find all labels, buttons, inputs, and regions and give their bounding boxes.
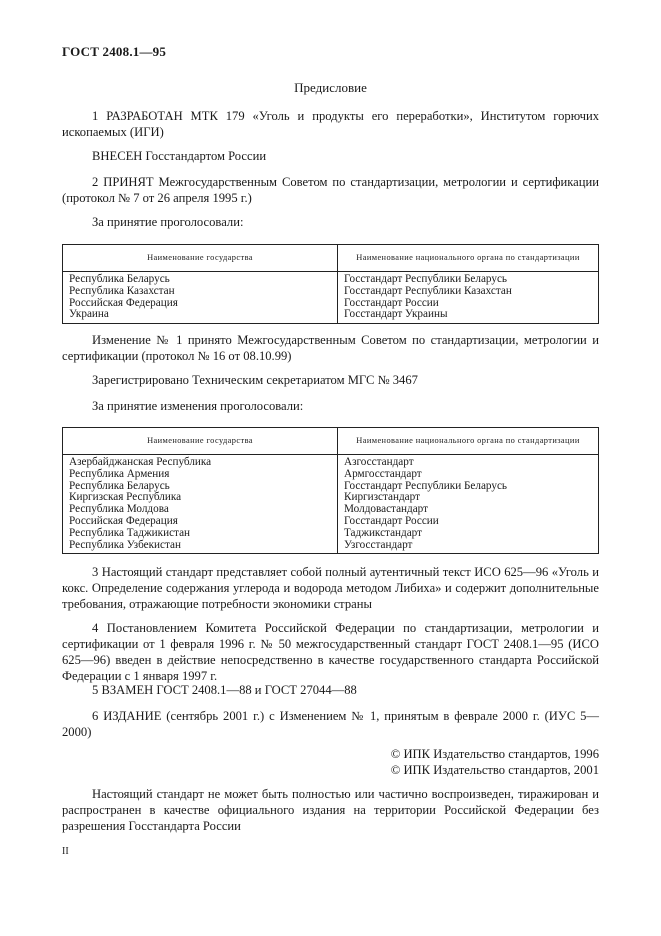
table2-states-cell bbox=[63, 455, 338, 554]
table-cell-body: Узгосстандарт bbox=[344, 538, 413, 551]
page-number: II bbox=[62, 846, 69, 857]
table-cell-body: Киргизстандарт bbox=[344, 491, 420, 504]
paragraph-voted: За принятие проголосовали: bbox=[92, 215, 244, 229]
table-cell-state: Украина bbox=[69, 308, 109, 321]
paragraph-replaces: 5 ВЗАМЕН ГОСТ 2408.1—88 и ГОСТ 27044—88 bbox=[92, 683, 357, 697]
document-header: ГОСТ 2408.1—95 bbox=[62, 44, 167, 59]
section-title: Предисловие bbox=[294, 80, 367, 95]
table1-header-body: Наименование национального органа по стандартизации bbox=[338, 245, 599, 272]
table-cell-state: Республика Казахстан bbox=[69, 284, 175, 297]
paragraph-introduced: ВНЕСЕН Госстандартом России bbox=[92, 149, 267, 163]
table-cell-body: Госстандарт России bbox=[344, 514, 439, 527]
table2-header-state: Наименование государства bbox=[63, 428, 338, 455]
table-cell-state: Республика Беларусь bbox=[69, 479, 170, 492]
table-row bbox=[63, 272, 599, 324]
table-cell-state: Республика Армения bbox=[69, 467, 170, 480]
paragraph-registered: Зарегистрировано Техническим секретариатом МГС № 3467 bbox=[92, 373, 418, 387]
table1-bodies-cell bbox=[338, 272, 599, 324]
paragraph-amendment: Изменение № 1 принято Межгосударственным Советом по стандартизации, метрологии и сертификации (протокол № 16 от 08.10.99) bbox=[62, 333, 599, 363]
table2-header-body: Наименование национального органа по стандартизации bbox=[338, 428, 599, 455]
table-cell-body: Армгосстандарт bbox=[344, 467, 422, 480]
paragraph-edition: 6 ИЗДАНИЕ (сентябрь 2001 г.) с Изменением № 1, принятым в феврале 2000 г. (ИУС 5—2000) bbox=[62, 709, 599, 739]
table-cell-state: Республика Таджикистан bbox=[69, 526, 191, 539]
paragraph-authentic-text: 3 Настоящий стандарт представляет собой полный аутентичный текст ИСО 625—96 «Уголь и кокс. Определение содержания углерода и водорода методом Либиха» и содержит дополнительные требования, отражающие потребности экономики страны bbox=[62, 565, 599, 611]
table-cell-state: Азербайджанская Республика bbox=[69, 456, 212, 468]
table2-bodies-cell bbox=[338, 455, 599, 554]
table1-states-cell bbox=[63, 272, 338, 324]
table-cell-body: Таджикстандарт bbox=[344, 526, 423, 539]
table-cell-state: Республика Молдова bbox=[69, 503, 169, 516]
paragraph-adopted: 2 ПРИНЯТ Межгосударственным Советом по стандартизации, метрологии и сертификации (протокол № 7 от 26 апреля 1995 г.) bbox=[62, 175, 599, 205]
table-row bbox=[63, 455, 599, 554]
paragraph-developed: 1 РАЗРАБОТАН МТК 179 «Уголь и продукты его переработки», Институтом горючих ископаемых (ИГИ) bbox=[62, 109, 599, 139]
table-cell-state: Киргизская Республика bbox=[69, 491, 182, 504]
paragraph-resolution: 4 Постановлением Комитета Российской Федерации по стандартизации, метрологии и сертификации от 1 февраля 1996 г. № 50 межгосударственный стандарт ГОСТ 2408.1—95 (ИСО 625—96) введен в действие непосредственно в качестве государственного стандарта Российской Федерации с 1 января 1997 г. bbox=[62, 621, 599, 683]
paragraph-reproduction-notice: Настоящий стандарт не может быть полностью или частично воспроизведен, тиражирован и распространен в качестве официального издания на территории Российской Федерации без разрешения Госстандарта России bbox=[62, 787, 599, 833]
table-cell-state: Республика Узбекистан bbox=[69, 538, 181, 551]
copyright-1996: © ИПК Издательство стандартов, 1996 bbox=[390, 747, 599, 761]
table-cell-state: Российская Федерация bbox=[69, 514, 178, 527]
table-cell-body: Госстандарт Республики Казахстан bbox=[344, 284, 512, 297]
table-cell-body: Госстандарт Украины bbox=[344, 308, 448, 321]
table-cell-state: Российская Федерация bbox=[69, 296, 178, 309]
table-cell-state: Республика Беларусь bbox=[69, 273, 170, 285]
table-cell-body: Госстандарт Республики Беларусь bbox=[344, 479, 508, 492]
voting-table-1 bbox=[62, 244, 599, 324]
table-cell-body: Азгосстандарт bbox=[344, 456, 414, 468]
copyright-2001: © ИПК Издательство стандартов, 2001 bbox=[390, 763, 599, 777]
table-cell-body: Госстандарт Республики Беларусь bbox=[344, 273, 508, 285]
paragraph-amendment-voted: За принятие изменения проголосовали: bbox=[92, 399, 304, 413]
voting-table-2 bbox=[62, 427, 599, 554]
table-cell-body: Госстандарт России bbox=[344, 296, 439, 309]
table-cell-body: Молдовастандарт bbox=[344, 503, 429, 516]
table1-header-state: Наименование государства bbox=[63, 245, 338, 272]
